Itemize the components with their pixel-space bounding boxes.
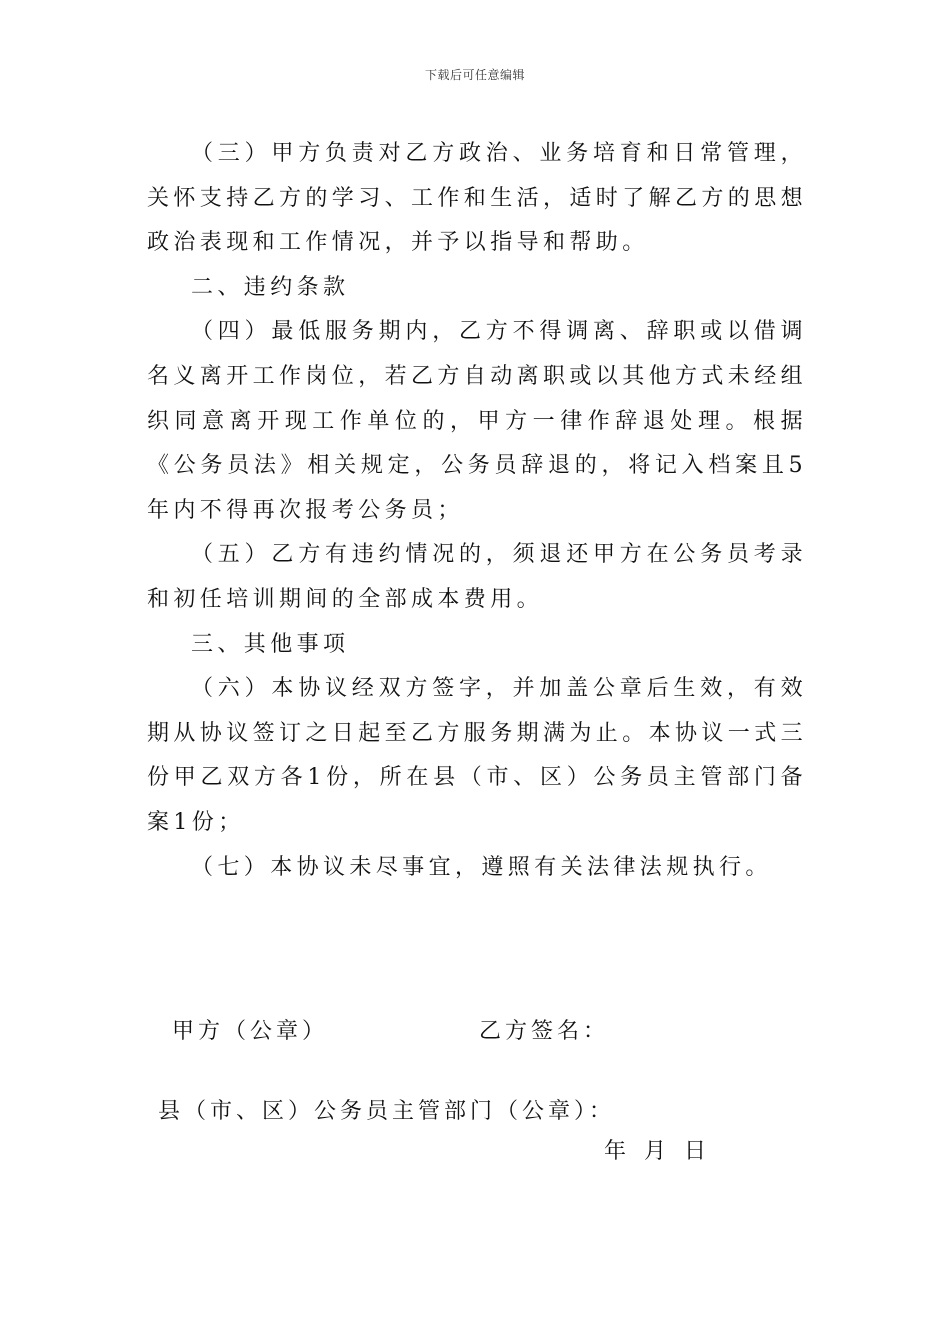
party-a-seal-label: 甲方（公章） — [172, 1019, 329, 1044]
date-year-label: 年 — [604, 1139, 627, 1164]
clause-6: （六）本协议经双方签字，并加盖公章后生效，有效期从协议签订之日起至乙方服务期满为止。本协议一式三份甲乙双方各1份，所在县（市、区）公务员主管部门备案1份； — [147, 676, 808, 835]
department-seal-label: 县（市、区）公务员主管部门（公章）： — [158, 1099, 616, 1124]
header-note: 下载后可任意编辑 — [424, 68, 525, 82]
date-month-label: 月 — [644, 1139, 667, 1164]
date-day-label: 日 — [684, 1139, 707, 1164]
section-heading-other: 三、其他事项 — [191, 631, 350, 657]
clause-5: （五）乙方有违约情况的，须退还甲方在公务员考录和初任培训期间的全部成本费用。 — [147, 542, 807, 612]
party-b-signature-label: 乙方签名： — [479, 1019, 610, 1044]
section-heading-breach: 二、违约条款 — [191, 274, 350, 300]
signing-date — [604, 1134, 724, 1165]
clause-7: （七）本协议未尽事宜，遵照有关法律法规执行。 — [191, 854, 772, 880]
clause-3: （三）甲方负责对乙方政治、业务培育和日常管理，关怀支持乙方的学习、工作和生活，适时了解乙方的思想政治表现和工作情况，并予以指导和帮助。 — [147, 141, 808, 256]
clause-4: （四）最低服务期内，乙方不得调离、辞职或以借调名义离开工作岗位，若乙方自动离职或以其他方式未经组织同意离开现工作单位的，甲方一律作辞退处理。根据《公务员法》相关规定，公务员辞退的，将记入档案且5年内不得再次报考公务员； — [147, 319, 808, 523]
agreement-body — [147, 132, 807, 890]
